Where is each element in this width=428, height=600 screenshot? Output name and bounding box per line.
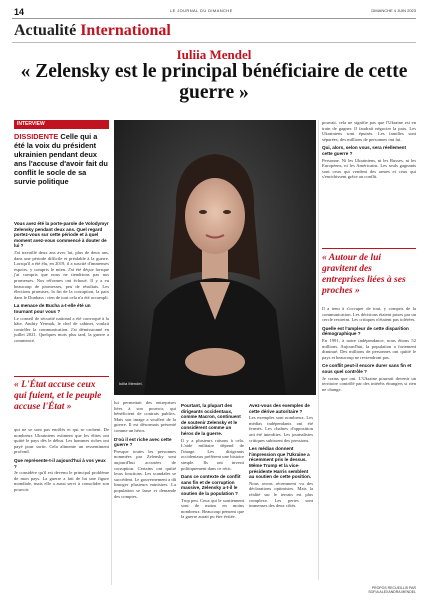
answer-1: J'ai travaillé deux ans avec lui, plus de deux ans, dans une période difficile et préalable à la guerre. Lorsqu'il a été élu, en 2019, il a suscité d'immenses espoirs, y compris le mien. J'ai été déçue lorsque j'ai compris que nous ne tiendrions pas nos promesses. Nos réformes ont échoué. Il y a eu beaucoup de promesses, peu de résultats. Les élections promises, la fin de la corruption, la paix dans le Donbass : rien de tout cela n'a été accompli. — [14, 249, 109, 300]
answer-3: qui ne se sont pas enrôlés et qui se cachent. De nombreux Ukrainiens estiment que les élites ont quitté le pays dès le début. Les hommes riches ont payé pour sortir. Cela alimente un ressentiment profond. — [14, 427, 109, 455]
section-title — [14, 22, 171, 40]
column-2 — [114, 400, 176, 499]
answer-4: Je considère qu'il est devenu le principal problème de mon pays. La guerre a fait de lui une figure mondiale, mais elle a aussi servi à consolider son pouvoir. — [14, 470, 109, 492]
portrait-image — [114, 120, 316, 395]
interview-tag: INTERVIEW — [14, 120, 109, 129]
intro-text: Celle qui a été la voix du président ukrainien pendant deux ans l'accuse d'avoir fait du conflit le socle de sa survie politique — [14, 132, 108, 186]
right-column-divider — [318, 120, 319, 580]
col4-answer-2: Nous avons récemment vu des déclarations optimistes. Mais la réalité sur le terrain est plus complexe. Les pertes sont immenses des deux côtés. — [249, 480, 313, 509]
intro-standfirst — [14, 132, 109, 186]
question-1: Vous avez été la porte-parole de Volodymyr Zelensky pendant deux ans. Quel regard portez-vous sur cette période et à quel moment avez-vous commencé à douter de lui ? — [14, 221, 109, 249]
column-1 — [14, 218, 109, 343]
section-rule — [12, 42, 416, 43]
section-part-2: International — [80, 22, 171, 39]
page-number: 14 — [14, 7, 25, 17]
column-3 — [181, 400, 244, 520]
col3-question-2: Dans ce contexte de conflit sans fin et de corruption massive, Zelensky a-t-il le soutien de la population ? — [181, 474, 241, 496]
col3-answer-2: Trop peu. Ceux qui le soutiennent sont de moins en moins nombreux. Beaucoup pensent que la guerre aurait pu être évitée. — [181, 497, 244, 520]
byline-credit — [368, 586, 416, 594]
col4-question: Avez-vous des exemples de cette dérive autoritaire ? — [249, 403, 310, 414]
top-rule — [12, 18, 416, 19]
answer-2: Le conseil de sécurité national a été convoqué à la hâte. Andriy Yermak, le chef de cabinet, voulait contrôler la communication. J'ai démissionné en juillet 2021. Quelques mois plus tard, la guerre a commencé. — [14, 315, 109, 343]
col4-question-2: Les médias donnent l'impression que l'Ukraine a récemment pris le dessus. Même Trump et la vice-présidente Harris semblent au soutien de cette position. — [249, 446, 312, 480]
column-5-continued — [322, 306, 416, 392]
pull-quote-right-rule — [322, 248, 416, 249]
col5-answer-4: En 1991, à notre indépendance, nous étions 52 millions. Aujourd'hui, la population a fortement diminué. Des millions de personnes ont quitté le pays et beaucoup ne reviendront pas. — [322, 337, 416, 360]
col5-answer-5: Je crains que oui. L'Ukraine pourrait devenir un territoire contrôlé par des intérêts étrangers si rien ne change. — [322, 375, 416, 392]
col5-question: Qui, alors, selon vous, sera réellement cette guerre ? — [322, 145, 406, 156]
col2-text: lui permettait des entreprises liées à son pouvoir, qui bénéficient de contrats publics. Mais son image a souffert de la guerre. Il est désormais présenté comme un héros. — [114, 400, 176, 433]
interviewee-name: Iuliia Mendel — [176, 47, 252, 62]
col2-question: D'où il est riche avec cette guerre ? — [114, 436, 172, 448]
intro-keyword: DISSIDENTE — [14, 132, 59, 141]
col5-question-2: Quelle est l'ampleur de cette disparition démographique ? — [322, 325, 409, 337]
question-3: Que représente-t-il aujourd'hui à vos yeux ? — [14, 457, 106, 469]
col3-question: Pourtant, la plupart des dirigeants occidentaux, comme Macron, continuent de soutenir Zelensky et le considèrent comme un héros de la guerre. — [181, 403, 241, 436]
column-4 — [249, 400, 313, 509]
issue-date: DIMANCHE 4 JUIN 2023 — [371, 8, 416, 13]
pull-quote-left: « L'État accuse ceux qui fuient, et le peuple accuse l'État » — [14, 380, 102, 412]
col2-answer: Presque toutes les personnes nommées par Zelensky sont aujourd'hui accusées de corruption. Certains ont quitté leurs fonctions. Les scandales se succèdent. Le gouvernement a dû limoger plusieurs ministres. La population se lasse et demande des comptes. — [114, 448, 176, 499]
credit-line-1: PROPOS RECUEILLIS PAR — [371, 586, 416, 590]
col5-question-3: Ce conflit peut-il encore durer sans fin et sous quel contrôle ? — [322, 363, 412, 374]
credit-line-2: SOFIA ALEXANDRA MENDEL — [368, 590, 416, 594]
pull-quote-rule-top — [14, 376, 109, 377]
headline: « Zelensky est le principal bénéficiaire de cette guerre » — [20, 61, 408, 103]
newspaper-name: LE JOURNAL DU DIMANCHE — [170, 8, 233, 13]
col4-answer: Les exemples sont nombreux. Les médias indépendants ont été fermés. Les chaînes d'opposition ont été interdites. Les journalistes critiques subissent des pressions. — [249, 415, 313, 443]
col5-answer-3: Il a tenu à s'occuper de tout, y compris de la communication. Les décisions étaient prises par un cercle restreint. Les critiques n'étaient pas tolérées. — [322, 306, 416, 323]
col5-text: pouvait, cela ne signifie pas que l'Ukraine est en train de gagner. Il faudrait négocier la paix. Les Ukrainiens sont épuisés. Les familles sont séparées, des millions de personnes ont fui. — [322, 120, 416, 142]
section-part-1: Actualité — [14, 22, 77, 39]
column-divider — [111, 400, 112, 585]
photo-caption: Iuliia Mendel. — [119, 381, 143, 386]
column-5 — [322, 120, 416, 180]
portrait-photo — [114, 120, 316, 395]
question-2: La menace de Bucha a-t-elle été un tournant pour vous ? — [14, 303, 91, 314]
col3-answer: Il y a plusieurs raisons à cela. L'aide militaire dépend de l'image. Les dirigeants occidentaux préfèrent une histoire simple. Ils ont investi politiquement dans ce récit. — [181, 437, 244, 471]
col5-answer: Personne. Ni les Ukrainiens, ni les Russes, ni les Européens, ni les Américains. Les seuls gagnants sont ceux qui vendent des armes et ceux qui s'enrichissent grâce au conflit. — [322, 157, 416, 180]
pull-quote-right: « Autour de lui gravitent des entreprises liées à ses proches » — [322, 253, 406, 296]
column-1-continued — [14, 427, 109, 493]
